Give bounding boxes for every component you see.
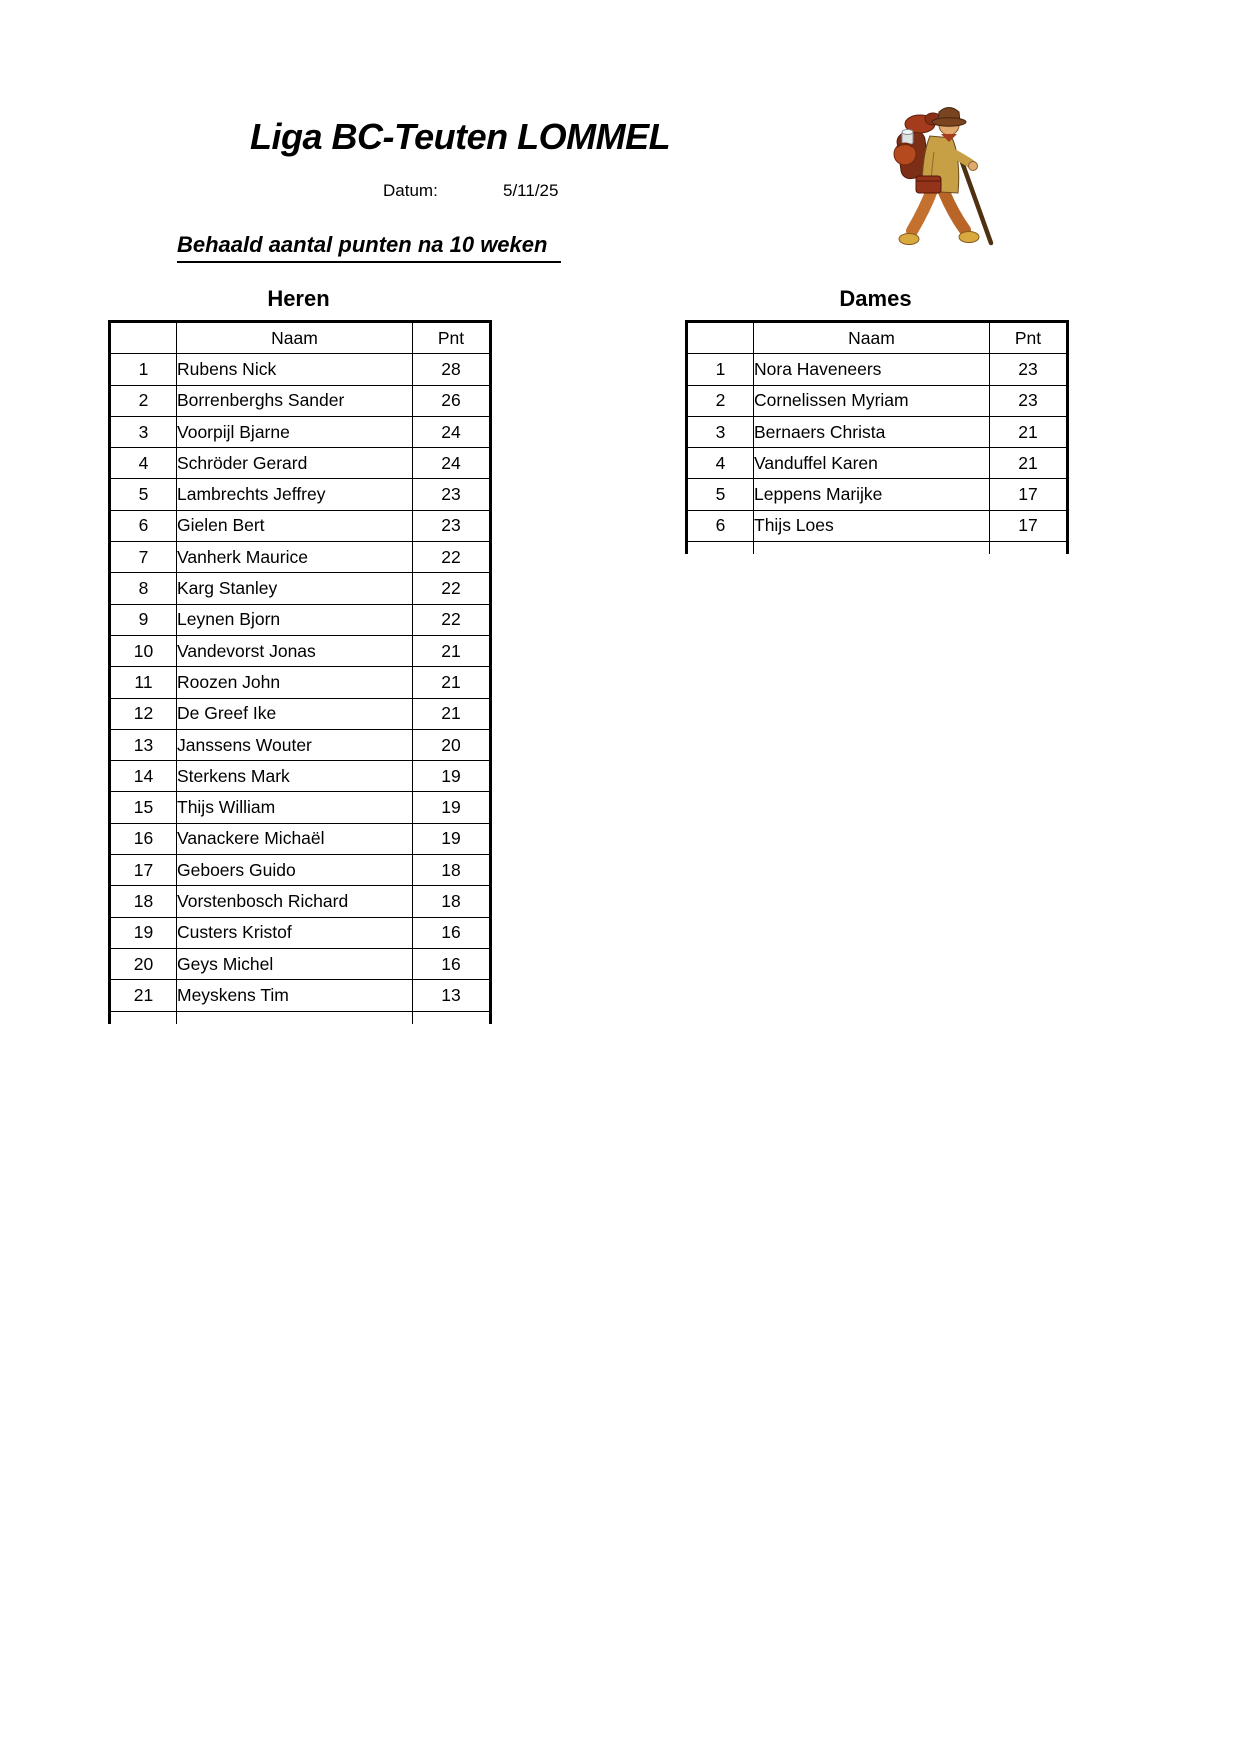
rank-cell: 9 — [110, 604, 177, 635]
table-row — [110, 635, 491, 666]
points-cell: 23 — [413, 510, 491, 541]
points-cell: 16 — [413, 917, 491, 948]
points-cell: 21 — [413, 635, 491, 666]
rank-cell: 6 — [687, 510, 754, 541]
name-cell: Leppens Marijke — [754, 479, 990, 510]
points-cell: 23 — [413, 479, 491, 510]
name-cell: Vandevorst Jonas — [177, 635, 413, 666]
table-row — [687, 479, 1068, 510]
table-row — [110, 792, 491, 823]
name-cell: Karg Stanley — [177, 573, 413, 604]
name-cell: Thijs Loes — [754, 510, 990, 541]
rank-cell: 8 — [110, 573, 177, 604]
table-row — [110, 948, 491, 979]
name-cell: Voorpijl Bjarne — [177, 416, 413, 447]
points-cell: 22 — [413, 604, 491, 635]
dames-cutoff-row-stub — [687, 542, 1068, 555]
points-cell: 24 — [413, 448, 491, 479]
points-cell: 21 — [413, 698, 491, 729]
name-cell: Roozen John — [177, 667, 413, 698]
points-cell: 13 — [413, 980, 491, 1011]
points-cell: 19 — [413, 823, 491, 854]
name-cell: Gielen Bert — [177, 510, 413, 541]
name-cell: Schröder Gerard — [177, 448, 413, 479]
rank-cell: 2 — [687, 385, 754, 416]
rank-cell: 14 — [110, 761, 177, 792]
dames-table — [685, 320, 1069, 554]
table-row — [110, 667, 491, 698]
name-cell: Vorstenbosch Richard — [177, 886, 413, 917]
name-cell: Geys Michel — [177, 948, 413, 979]
points-cell: 23 — [990, 354, 1068, 385]
heren-col-rank — [110, 322, 177, 354]
name-cell: Borrenberghs Sander — [177, 385, 413, 416]
dames-header-row — [687, 322, 1068, 354]
heren-table — [108, 320, 492, 1024]
points-cell: 19 — [413, 792, 491, 823]
table-row — [110, 385, 491, 416]
rank-cell: 4 — [110, 448, 177, 479]
table-row — [110, 573, 491, 604]
points-cell: 21 — [990, 448, 1068, 479]
rank-cell: 3 — [110, 416, 177, 447]
rank-cell: 5 — [110, 479, 177, 510]
rank-cell: 10 — [110, 635, 177, 666]
name-cell: Geboers Guido — [177, 855, 413, 886]
rank-cell: 12 — [110, 698, 177, 729]
table-row — [110, 823, 491, 854]
table-row — [687, 448, 1068, 479]
table-row — [110, 917, 491, 948]
name-cell: Leynen Bjorn — [177, 604, 413, 635]
dames-col-naam: Naam — [754, 322, 990, 354]
rank-cell: 17 — [110, 855, 177, 886]
heren-cutoff-row-stub — [110, 1011, 491, 1024]
subtitle: Behaald aantal punten na 10 weken — [177, 232, 561, 263]
points-cell: 17 — [990, 479, 1068, 510]
table-row — [110, 729, 491, 760]
table-row — [687, 354, 1068, 385]
heren-table-body — [110, 354, 491, 1011]
name-cell: Vanackere Michaël — [177, 823, 413, 854]
points-cell: 17 — [990, 510, 1068, 541]
points-cell: 22 — [413, 542, 491, 573]
points-cell: 24 — [413, 416, 491, 447]
rank-cell: 1 — [110, 354, 177, 385]
dames-col-rank — [687, 322, 754, 354]
points-cell: 28 — [413, 354, 491, 385]
points-cell: 26 — [413, 385, 491, 416]
table-row — [687, 416, 1068, 447]
heren-title: Heren — [267, 286, 330, 311]
rank-cell: 2 — [110, 385, 177, 416]
rank-cell: 3 — [687, 416, 754, 447]
points-cell: 16 — [413, 948, 491, 979]
name-cell: Lambrechts Jeffrey — [177, 479, 413, 510]
name-cell: Rubens Nick — [177, 354, 413, 385]
rank-cell: 5 — [687, 479, 754, 510]
table-row — [110, 604, 491, 635]
teut-peddler-icon — [872, 92, 1012, 252]
points-cell: 22 — [413, 573, 491, 604]
rank-cell: 1 — [687, 354, 754, 385]
rank-cell: 7 — [110, 542, 177, 573]
table-row — [687, 510, 1068, 541]
points-cell: 21 — [990, 416, 1068, 447]
name-cell: Bernaers Christa — [754, 416, 990, 447]
name-cell: Custers Kristof — [177, 917, 413, 948]
rank-cell: 6 — [110, 510, 177, 541]
points-cell: 18 — [413, 855, 491, 886]
rank-cell: 19 — [110, 917, 177, 948]
heren-header-row — [110, 322, 491, 354]
rank-cell: 13 — [110, 729, 177, 760]
datum-value: 5/11/25 — [503, 181, 559, 200]
dames-table-body — [687, 354, 1068, 542]
name-cell: Janssens Wouter — [177, 729, 413, 760]
datum-label: Datum: — [383, 181, 438, 200]
dames-col-pnt: Pnt — [990, 322, 1068, 354]
table-row — [110, 448, 491, 479]
page-title: Liga BC-Teuten LOMMEL — [250, 116, 671, 157]
rank-cell: 4 — [687, 448, 754, 479]
points-cell: 19 — [413, 761, 491, 792]
rank-cell: 16 — [110, 823, 177, 854]
table-row — [110, 855, 491, 886]
points-cell: 21 — [413, 667, 491, 698]
heren-col-naam: Naam — [177, 322, 413, 354]
table-row — [110, 510, 491, 541]
table-row — [110, 354, 491, 385]
points-cell: 18 — [413, 886, 491, 917]
table-row — [110, 542, 491, 573]
points-cell: 20 — [413, 729, 491, 760]
name-cell: Cornelissen Myriam — [754, 385, 990, 416]
name-cell: Nora Haveneers — [754, 354, 990, 385]
heren-col-pnt: Pnt — [413, 322, 491, 354]
dames-title: Dames — [839, 286, 912, 311]
rank-cell: 20 — [110, 948, 177, 979]
name-cell: Vanherk Maurice — [177, 542, 413, 573]
rank-cell: 18 — [110, 886, 177, 917]
table-row — [110, 416, 491, 447]
heren-section — [108, 286, 489, 1024]
table-row — [110, 698, 491, 729]
name-cell: Vanduffel Karen — [754, 448, 990, 479]
rank-cell: 15 — [110, 792, 177, 823]
rank-cell: 21 — [110, 980, 177, 1011]
name-cell: Sterkens Mark — [177, 761, 413, 792]
name-cell: De Greef Ike — [177, 698, 413, 729]
name-cell: Thijs William — [177, 792, 413, 823]
table-row — [110, 886, 491, 917]
rank-cell: 11 — [110, 667, 177, 698]
table-row — [110, 980, 491, 1011]
table-row — [110, 761, 491, 792]
table-row — [687, 385, 1068, 416]
name-cell: Meyskens Tim — [177, 980, 413, 1011]
dames-section — [685, 286, 1066, 554]
table-row — [110, 479, 491, 510]
points-cell: 23 — [990, 385, 1068, 416]
